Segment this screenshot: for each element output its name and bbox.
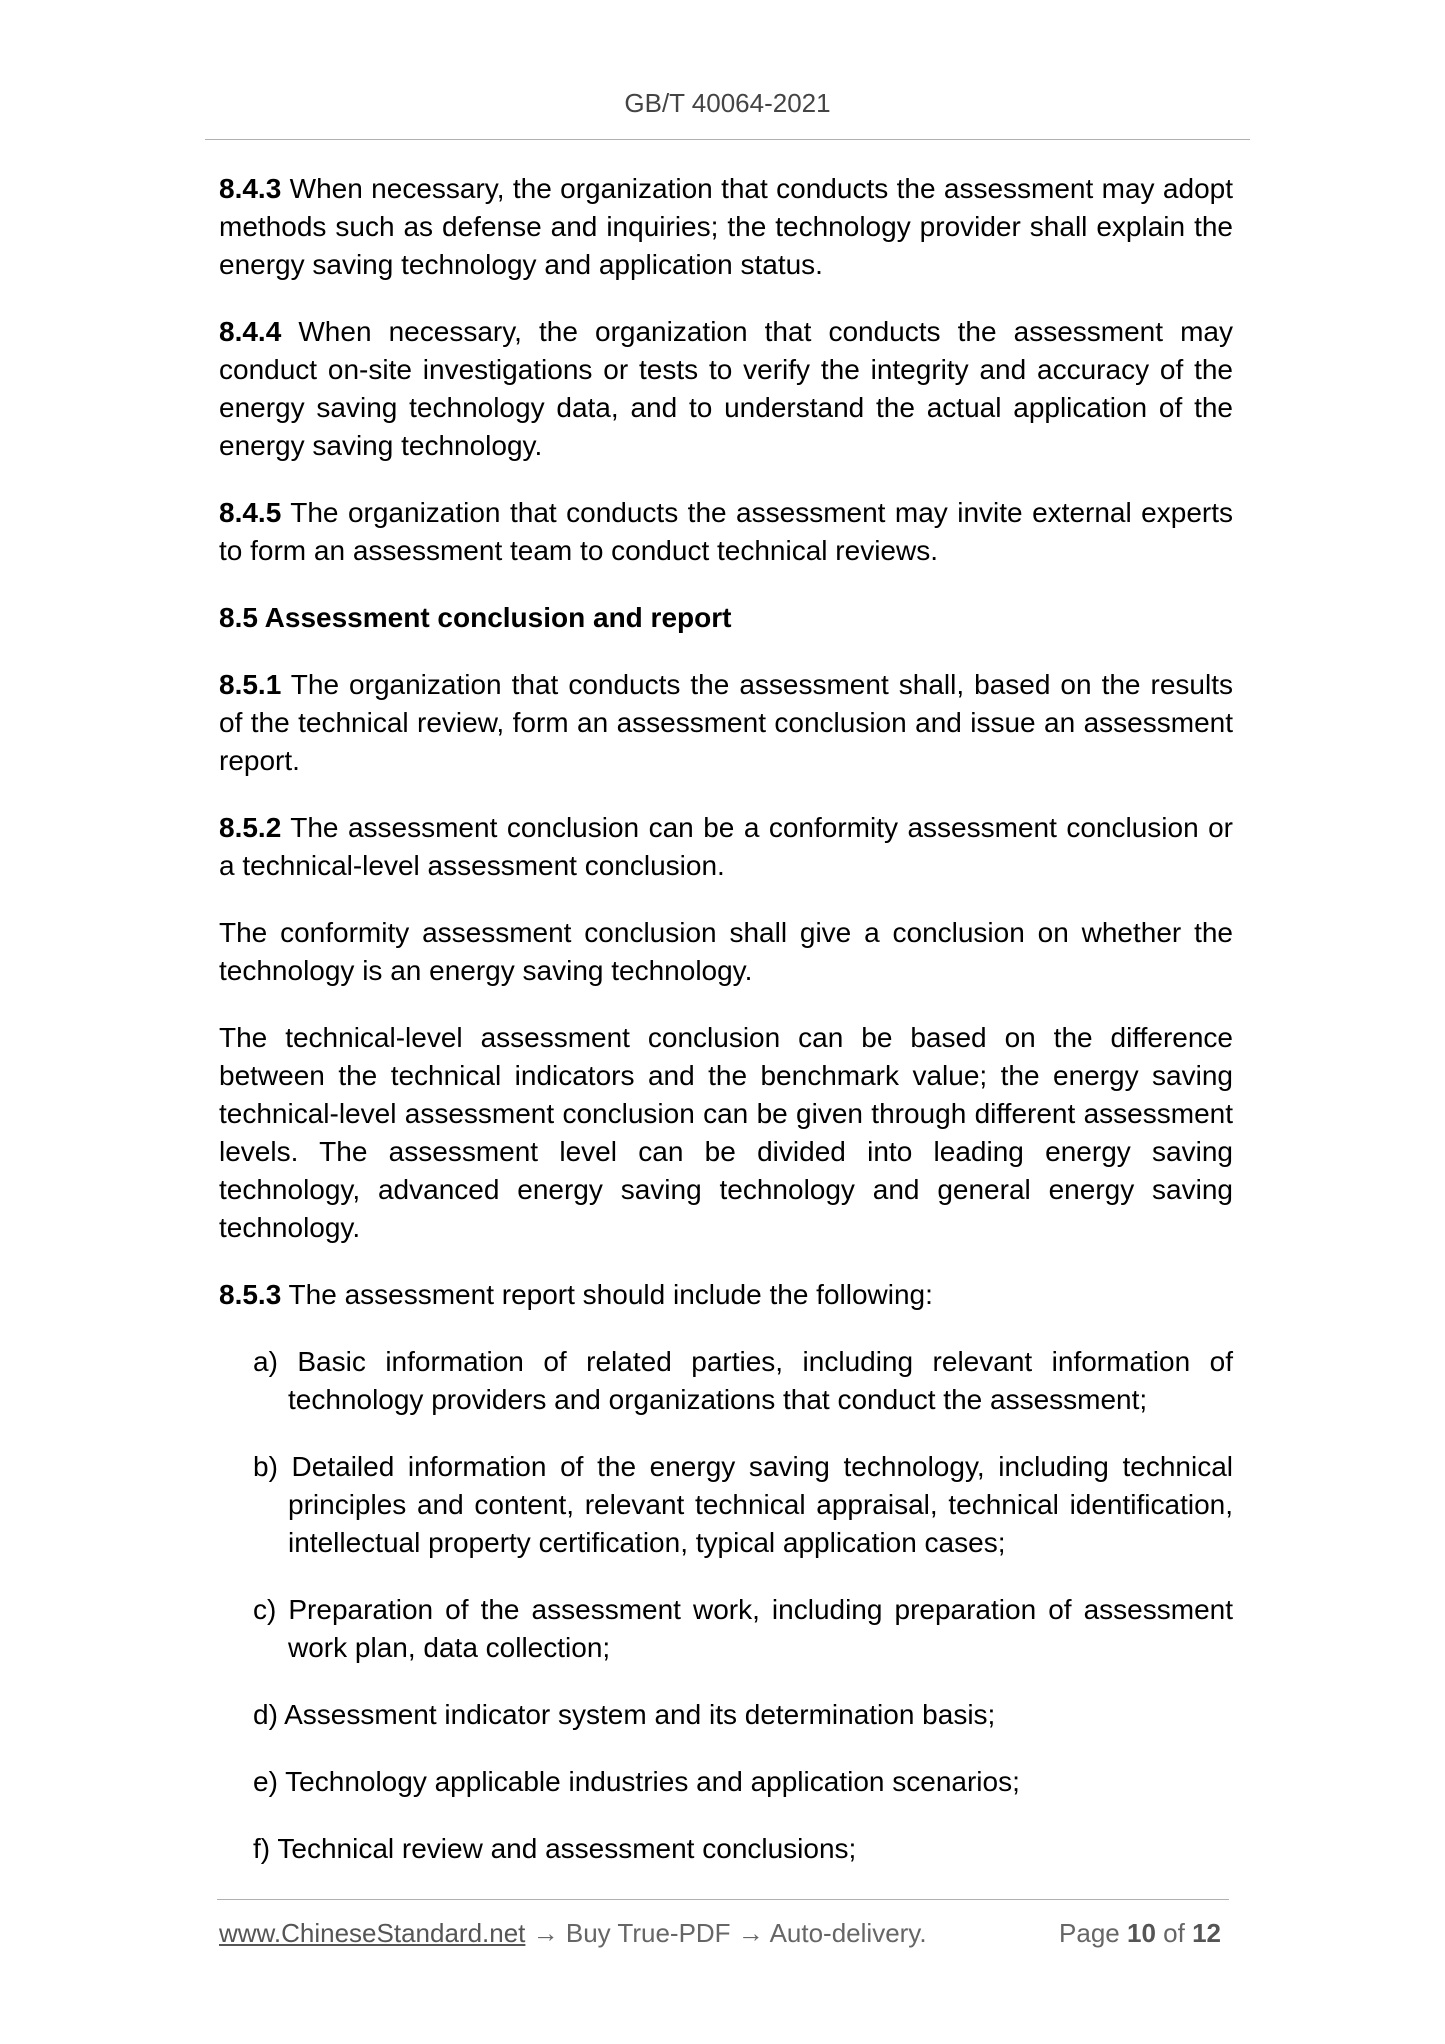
clause-text: The assessment report should include the following: — [281, 1279, 933, 1310]
clause-text: The organization that conducts the assessment shall, based on the results of the technical review, form an assessment conclusion and issue an assessment report. — [219, 669, 1233, 776]
list-item: f) Technical review and assessment conclusions; — [253, 1833, 857, 1864]
conformity-conclusion-paragraph: The conformity assessment conclusion shall give a conclusion on whether the technology is an energy saving technology. — [219, 917, 1233, 986]
clause-8-5-3 — [219, 1276, 1233, 1314]
list-item: a) Basic information of related parties, including relevant information of technology providers and organizations that conduct the assessment; — [253, 1346, 1233, 1415]
clause-8-5-2 — [219, 809, 1233, 885]
clause-8-4-5 — [219, 494, 1233, 570]
list-item: b) Detailed information of the energy saving technology, including technical principles and content, relevant technical appraisal, technical identification, intellectual property certification, typical application cases; — [253, 1451, 1233, 1558]
clause-text: The assessment conclusion can be a conformity assessment conclusion or a technical-level assessment conclusion. — [219, 812, 1233, 881]
page-indicator — [1059, 1918, 1221, 1949]
clause-number: 8.4.5 — [219, 497, 282, 528]
clause-8-4-3 — [219, 170, 1233, 284]
page-label: Page — [1059, 1918, 1120, 1948]
clause-number: 8.4.3 — [219, 173, 282, 204]
clause-text: The organization that conducts the assessment may invite external experts to form an assessment team to conduct technical reviews. — [219, 497, 1233, 566]
list-item: d) Assessment indicator system and its determination basis; — [253, 1699, 996, 1730]
header-divider — [205, 139, 1250, 140]
of-label: of — [1163, 1918, 1185, 1948]
page-header: GB/T 40064-2021 — [624, 88, 831, 118]
list-item: c) Preparation of the assessment work, including preparation of assessment work plan, data collection; — [253, 1594, 1233, 1663]
section-heading-8-5: 8.5 Assessment conclusion and report — [219, 602, 732, 633]
clause-text: When necessary, the organization that conducts the assessment may adopt methods such as defense and inquiries; the technology provider shall explain the energy saving technology and application status. — [219, 173, 1233, 280]
document-body — [219, 170, 1233, 1897]
promo-text: → Buy True-PDF → Auto-delivery. — [525, 1918, 927, 1948]
total-pages-number: 12 — [1192, 1918, 1221, 1948]
footer-promo — [219, 1918, 927, 1949]
clause-number: 8.4.4 — [219, 316, 282, 347]
list-item: e) Technology applicable industries and application scenarios; — [253, 1766, 1020, 1797]
current-page-number: 10 — [1127, 1918, 1156, 1948]
clause-8-4-4 — [219, 313, 1233, 465]
clause-text: When necessary, the organization that conducts the assessment may conduct on-site investigations or tests to verify the integrity and accuracy of the energy saving technology data, and to understand the actual application of the energy saving technology. — [219, 316, 1233, 461]
clause-number: 8.5.3 — [219, 1279, 282, 1310]
website-link[interactable]: www.ChineseStandard.net — [219, 1918, 526, 1948]
technical-level-conclusion-paragraph: The technical-level assessment conclusion can be based on the difference between the technical indicators and the benchmark value; the energy saving technical-level assessment conclusion can be given through different assessment levels. The assessment level can be divided into leading energy saving technology, advanced energy saving technology and general energy saving technology. — [219, 1022, 1233, 1243]
clause-number: 8.5.1 — [219, 669, 282, 700]
clause-8-5-1 — [219, 666, 1233, 780]
footer-divider — [217, 1899, 1229, 1900]
clause-number: 8.5.2 — [219, 812, 282, 843]
